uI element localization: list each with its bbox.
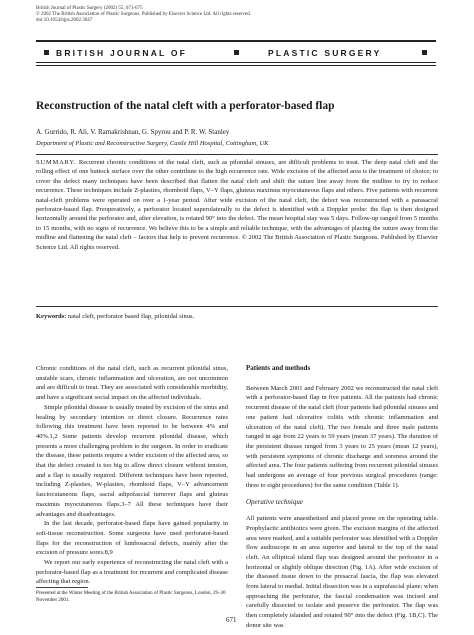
square-ornament-icon bbox=[422, 50, 427, 55]
header-rule-top bbox=[36, 40, 436, 42]
keywords-text: natal cleft, perforator based flap, pilonidal sinus. bbox=[67, 313, 195, 320]
article-title: Reconstruction of the natal cleft with a perforator-based flap bbox=[36, 100, 335, 112]
body-paragraph: Chronic conditions of the natal cleft, such as recurrent pilonidal sinus, unstable scars, chronic inflammation and ulceration, are not uncommon and are difficult to treat. They are associated with considerable morbidity, and have a significant social impact on the affected individuals. bbox=[36, 365, 228, 402]
journal-citation bbox=[36, 6, 251, 24]
journal-name-right: PLASTIC SURGERY bbox=[268, 48, 382, 58]
summary-rule-top bbox=[36, 154, 438, 155]
body-paragraph: We report our early experience of reconstructing the natal cleft with a perforator-based flap as a treatment for recurrent and complicated disease affecting that region. bbox=[36, 559, 228, 586]
journal-header bbox=[36, 40, 436, 66]
body-column-left bbox=[36, 364, 228, 587]
square-ornament-icon bbox=[44, 50, 49, 55]
body-paragraph: Between March 2001 and February 2002 we reconstructed the natal cleft with a perforator-based flap in five patients. All the patients had chronic recurrent disease of the natal cleft (four patients had pilonidal sinuses and one patient had ulcerative colitis with chronic inflammation and ulceration of the natal cleft). The two female and three male patients ranged in age from 22 years to 59 years (mean 37 years). The duration of the persistent disease ranged from 3 years to 25 years (mean 12 years), with persistent symptoms of chronic discharge and soreness around the affected area. The four patients suffering from recurrent pilonidal sinuses had undergone an average of four previous surgical procedures (range: three to eight procedures) for the same condition (Table 1). bbox=[246, 384, 438, 489]
abstract bbox=[36, 158, 438, 252]
section-heading-technique: Operative technique bbox=[246, 498, 303, 507]
body-column-right bbox=[246, 364, 438, 631]
footnote: Presented at the Winter Meeting of the British Association of Plastic Surgeons, London, 29–30 November 2001. bbox=[36, 591, 226, 603]
keywords bbox=[36, 313, 194, 320]
section-heading-patients: Patients and methods bbox=[246, 364, 311, 372]
journal-name-left: BRITISH JOURNAL OF bbox=[56, 48, 188, 58]
footnote-rule bbox=[36, 587, 88, 588]
body-paragraph: All patients were anaesthetised and placed prone on the operating table. Prophylactic antibiotics were given. The excision margins of the affected area were marked, and a suitable perforator was identified with a Doppler flow audioscope in an area superior and lateral to the top of the natal cleft. An elliptical island flap was designed around the perforator in a horizontal or slightly oblique direction (Fig. 1A). After wide excision of the diseased tissue down to the presacral fascia, the flap was elevated from lateral to medial. Initial dissection was in a suprafascial plane; when approaching the perforator, the fascial condensation was incised and carefully dissected to isolate and preserve the perforator. The flap was then completely islanded and rotated 90° into the defect (Fig. 1B,C). The donor site was bbox=[246, 515, 438, 629]
header-rule-bottom bbox=[36, 65, 436, 66]
summary-text: Recurrent chronic conditions of the natal cleft, such as pilonidal sinuses, are difficult problems to treat. The deep natal cleft and the rolling effect of one buttock surface over the other contribute to the high recurrence rate. Wide excision of the affected area is the treatment of choice; to cover the defect many techniques have been described that flatten the natal cleft and shift the suture line away from the midline to try to reduce recurrence. These techniques include Z-plasties, rhomboid flaps, V–Y flaps, gluteus maximus myocutaneous flaps and others. Five patients with recurrent natal-cleft problems were operated on over a 1-year period. After wide excision of the natal cleft, the defect was reconstructed with a parasacral perforator-based flap. Preoperatively, a perforator located superolaterally to the defect is identified with a Doppler probe: the flap is then designed horizontally around the perforator and, after elevation, is rotated 90° into the defect. The mean hospital stay was 5 days. Follow-up ranged from 5 months to 15 months, with no signs of recurrence. We believe this to be a simple and reliable technique, with the advantages of placing the suture away from the midline and flattening the natal cleft – factors that help to prevent recurrence. © 2002 The British Association of Plastic Surgeons. Published by Elsevier Science Ltd. All rights reserved. bbox=[36, 159, 439, 251]
citation-line: British Journal of Plastic Surgery (2002) 55, 671-675 bbox=[36, 6, 143, 11]
body-paragraph: Simple pilonidal disease is usually treated by excision of the sinus and healing by secondary intention or direct closure. Recurrence rates following this treatment have been reported to be between 4% and 40%.1,2 Some patients develop recurrent pilonidal disease, which presents a more challenging problem to the surgeon. In order to eradicate the disease, these patients require a wider excision of the affected area, so that the defect created is too big to allow direct closure without tension, and a flap is usually required. Different techniques have been reported, including Z-plasties, W-plasties, rhomboid flaps, V–Y advancement fasciocutaneous flaps, sacral adipofascial turnover flaps and gluteus maximus myocutaneous flaps.3–7 All these techniques have their advantages and disadvantages. bbox=[36, 403, 228, 518]
square-ornament-icon bbox=[234, 50, 239, 55]
author-affiliation: Department of Plastic and Reconstructive Surgery, Castle Hill Hospital, Cottingham, UK bbox=[36, 140, 269, 147]
page-number: 671 bbox=[226, 616, 237, 624]
summary-rule-bottom bbox=[36, 306, 438, 307]
body-paragraph: In the last decade, perforator-based flaps have gained popularity in soft-tissue reconstruction. Some surgeons have used perforator-based flaps for the reconstruction of lumbosacral defects, mainly after the excision of pressure sores.8,9 bbox=[36, 520, 228, 557]
header-rule-bottom-inner bbox=[36, 62, 436, 63]
doi-line: doi:10.1054/bjps.2002.3947 bbox=[36, 18, 93, 23]
copyright-line: © 2002 The British Association of Plastic Surgeons. Published by Elsevier Science Ltd. All rights reserved. bbox=[36, 12, 251, 17]
article-authors: A. Gurrido, R. Ali, V. Ramakrishnan, G. Spyrou and P. R. W. Stanley bbox=[36, 128, 230, 136]
summary-label: SUMMARY. bbox=[36, 159, 77, 166]
keywords-label: Keywords: bbox=[36, 313, 67, 320]
